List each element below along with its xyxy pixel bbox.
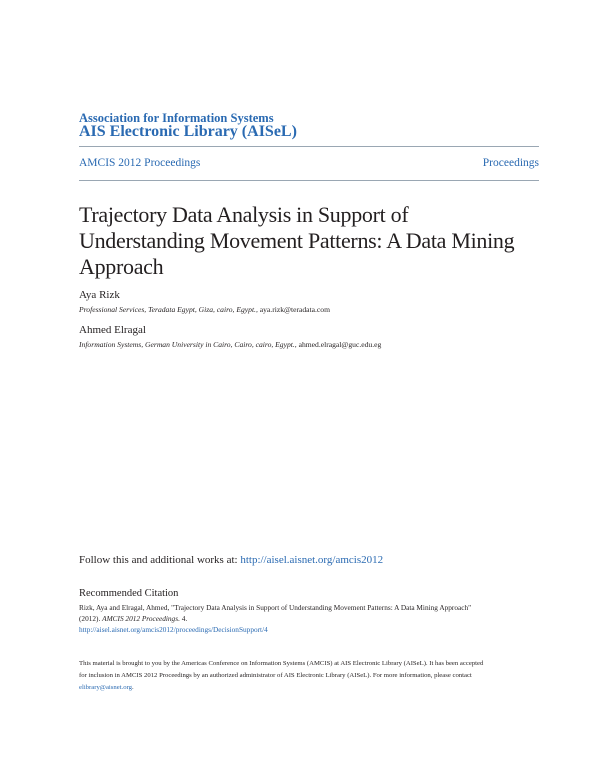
header-rule-top	[79, 146, 539, 147]
library-name[interactable]: AIS Electronic Library (AISeL)	[79, 123, 297, 140]
proceedings-link[interactable]: Proceedings	[482, 157, 539, 169]
follow-text: Follow this and additional works at:	[79, 554, 238, 566]
affiliation-text-1: Professional Services, Teradata Egypt, Giza, cairo, Egypt.,	[79, 305, 258, 314]
disclaimer-line-3	[79, 684, 134, 691]
association-name[interactable]: Association for Information Systems	[79, 111, 274, 125]
citation-year: (2012).	[79, 614, 101, 623]
title-line-3: Approach	[79, 254, 164, 279]
follow-link[interactable]: http://aisel.aisnet.org/amcis2012	[240, 554, 384, 566]
author-email-2: ahmed.elragal@guc.edu.eg	[298, 340, 382, 349]
citation-line-1: Rizk, Aya and Elragal, Ahmed, "Trajectory Data Analysis in Support of Understanding Movement Patterns: A Data Mining Approach"	[79, 603, 472, 612]
disclaimer-line-2: for inclusion in AMCIS 2012 Proceedings by an authorized administrator of AIS Electronic Library (AISeL). For more information, please contact	[79, 672, 472, 679]
title-line-2: Understanding Movement Patterns: A Data Mining	[79, 228, 515, 253]
disclaimer-end: .	[132, 684, 134, 691]
disclaimer-email-link[interactable]: elibrary@aisnet.org	[79, 684, 133, 691]
author-name-2: Ahmed Elragal	[79, 324, 146, 336]
paper-title	[79, 202, 549, 280]
citation-number: . 4.	[178, 614, 188, 623]
citation-link[interactable]: http://aisel.aisnet.org/amcis2012/proceedings/DecisionSupport/4	[79, 625, 268, 634]
author-name-1: Aya Rizk	[79, 289, 120, 301]
citation-proceedings: AMCIS 2012 Proceedings	[102, 614, 179, 623]
recommended-citation-heading: Recommended Citation	[79, 588, 179, 599]
header-rule-bottom	[79, 180, 539, 181]
title-line-1: Trajectory Data Analysis in Support of	[79, 202, 409, 227]
amcis-proceedings-link[interactable]: AMCIS 2012 Proceedings	[79, 157, 201, 169]
follow-line	[79, 554, 383, 566]
citation-line-2	[79, 614, 187, 623]
author-affiliation-1	[79, 305, 330, 314]
disclaimer-line-1: This material is brought to you by the Americas Conference on Information Systems (AMCIS) at AIS Electronic Library (AISeL). It has been accepted	[79, 660, 484, 667]
affiliation-text-2: Information Systems, German University in Cairo, Cairo, cairo, Egypt.,	[79, 340, 297, 349]
author-affiliation-2	[79, 340, 381, 349]
author-email-1: aya.rizk@teradata.com	[259, 305, 331, 314]
